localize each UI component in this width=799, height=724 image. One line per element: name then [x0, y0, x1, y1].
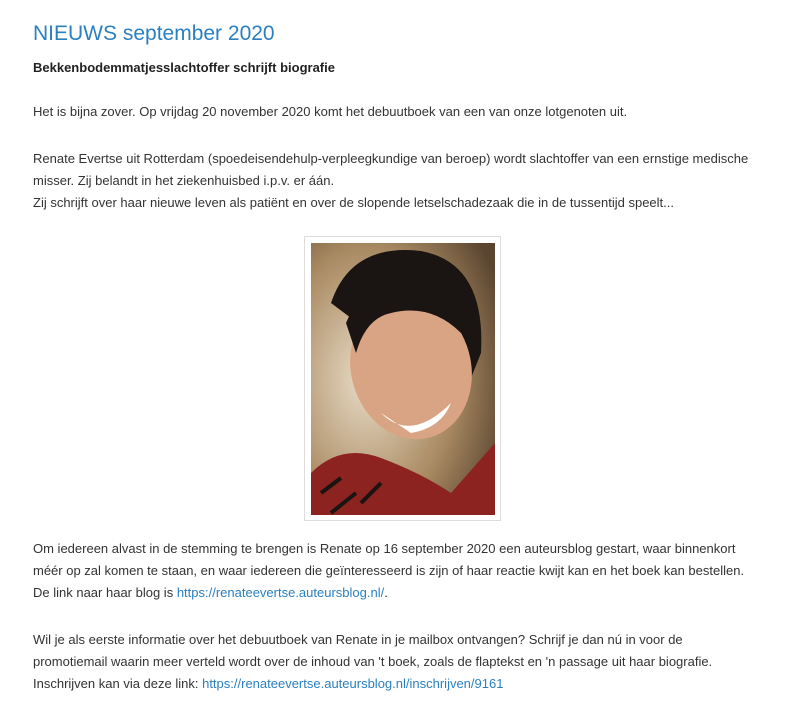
portrait-image	[311, 243, 495, 515]
text-line: misser. Zij belandt in het ziekenhuisbed i.p.v. er áán.	[33, 173, 335, 188]
text-line: promotiemail waarin meer verteld wordt over de inhoud van 't boek, zoals de flaptekst en 'n passage uit haar biografie.	[33, 654, 713, 669]
page-title: NIEUWS september 2020	[33, 22, 275, 45]
blog-paragraph	[33, 538, 744, 604]
intro-paragraph	[33, 101, 627, 123]
blog-link[interactable]: https://renateevertse.auteursblog.nl/	[176, 585, 385, 600]
signup-link[interactable]: https://renateevertse.auteursblog.nl/inschrijven/9161	[202, 676, 504, 691]
article-subtitle: Bekkenbodemmatjesslachtoffer schrijft biografie	[33, 60, 335, 75]
text-line	[33, 582, 744, 604]
link-prefix: De link naar haar blog is	[33, 585, 177, 600]
text-line: Het is bijna zover. Op vrijdag 20 november 2020 komt het debuutboek van een van onze lotgenoten uit.	[33, 104, 628, 119]
text-line	[33, 673, 712, 695]
link-suffix: .	[384, 585, 388, 600]
author-photo	[304, 236, 501, 521]
signup-paragraph	[33, 629, 712, 695]
link-prefix: Inschrijven kan via deze link:	[33, 676, 203, 691]
text-line: Zij schrijft over haar nieuwe leven als patiënt en over de slopende letselschadezaak die in de tussentijd speelt...	[33, 195, 674, 210]
text-line: méér op zal komen te staan, en waar iedereen die geïnteresseerd is zijn of haar reactie kwijt kan en het boek kan bestellen.	[33, 563, 745, 578]
text-line: Renate Evertse uit Rotterdam (spoedeisendehulp-verpleegkundige van beroep) wordt slachtoffer van een ernstige medische	[33, 151, 749, 166]
story-paragraph	[33, 148, 748, 214]
text-line: Wil je als eerste informatie over het debuutboek van Renate in je mailbox ontvangen? Schrijf je dan nú in voor de	[33, 632, 683, 647]
text-line: Om iedereen alvast in de stemming te brengen is Renate op 16 september 2020 een auteursblog gestart, waar binnenkort	[33, 541, 736, 556]
